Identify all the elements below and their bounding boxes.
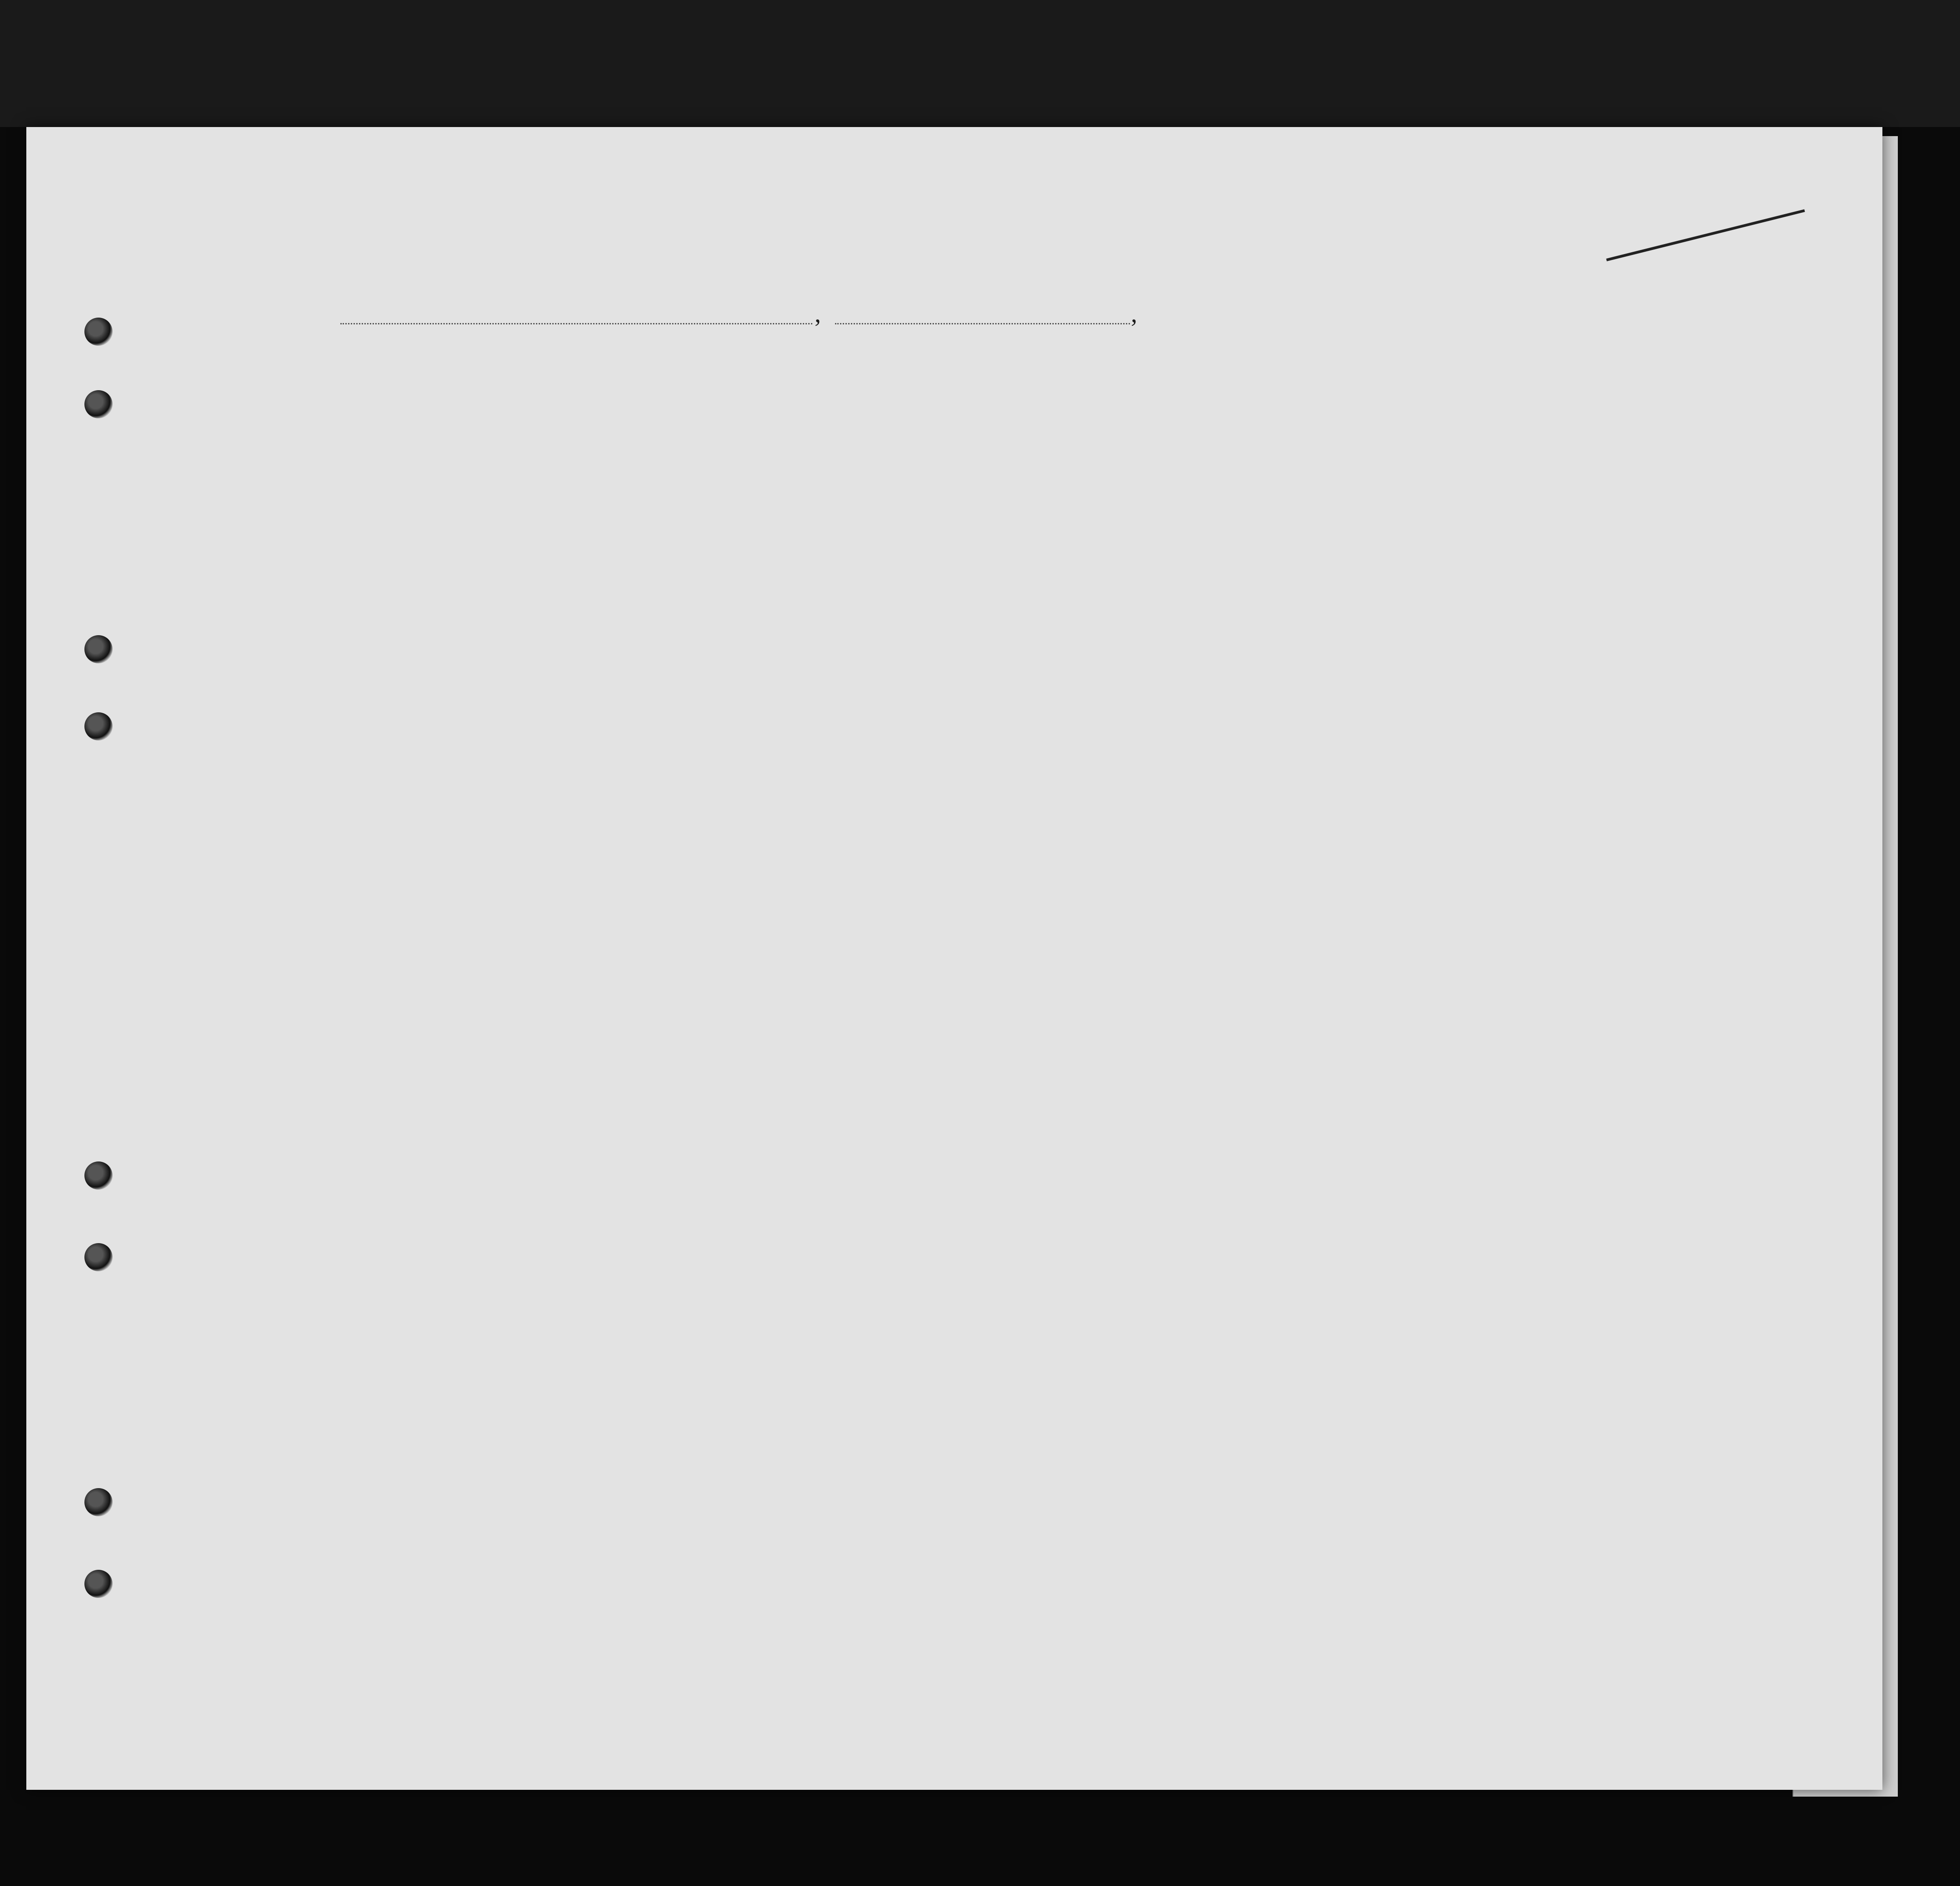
comma: , [815, 300, 821, 328]
header-possession [678, 377, 706, 499]
header-q30 [1394, 377, 1408, 499]
header-purpose-c [1171, 404, 1194, 499]
header-purpose-b [1146, 404, 1169, 499]
comma: , [1131, 300, 1137, 328]
header-q31 [1415, 377, 1429, 499]
header-prison [1216, 377, 1248, 499]
header-ticket [563, 377, 585, 499]
header-q29 [1357, 377, 1389, 499]
header-purpose-a [1115, 404, 1143, 499]
header-feet [1548, 463, 1562, 499]
header-polygamist [1261, 377, 1274, 499]
header-inches [1569, 463, 1582, 499]
header-anarchist [1284, 377, 1298, 499]
header-q28 [1306, 377, 1351, 499]
